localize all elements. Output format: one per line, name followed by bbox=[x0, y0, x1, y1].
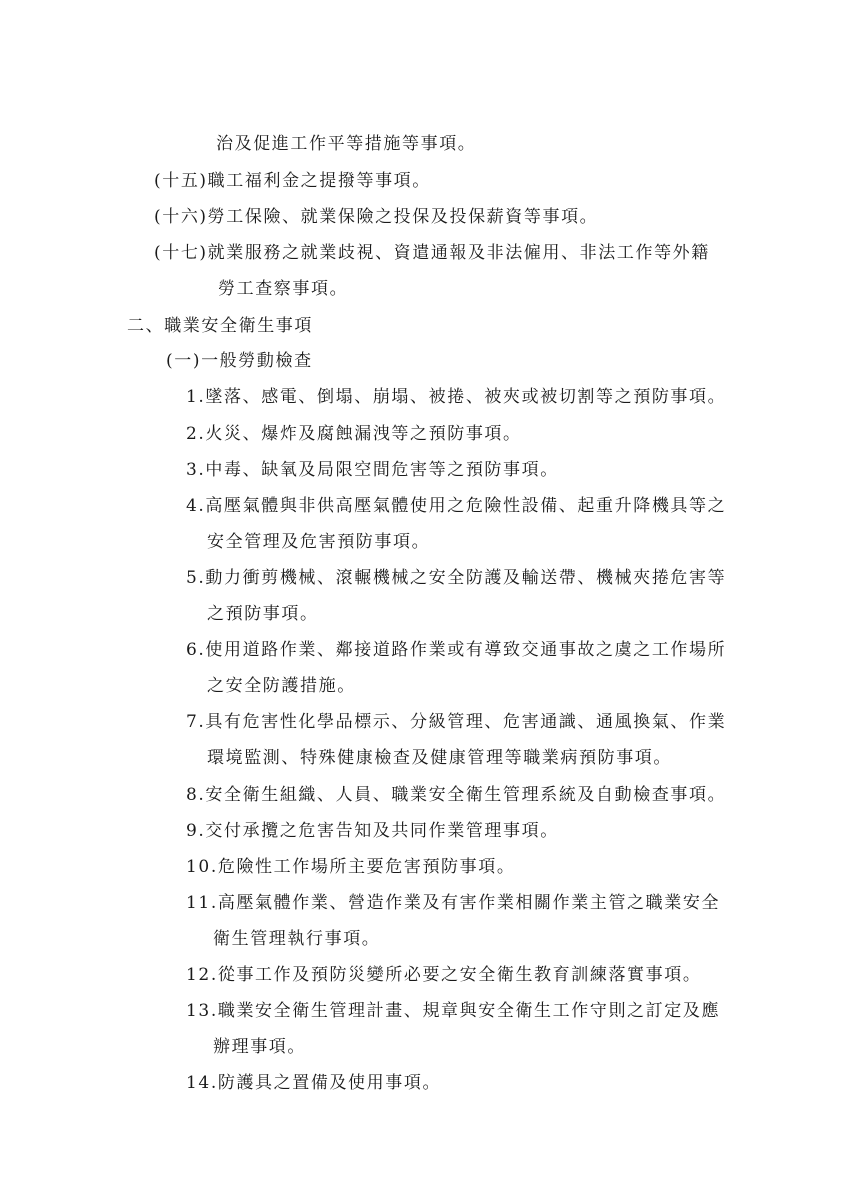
item-number: (十六) bbox=[154, 207, 208, 227]
list-item bbox=[186, 386, 726, 408]
heading-text: 二、職業安全衛生事項 bbox=[127, 316, 313, 336]
text-line bbox=[213, 1036, 306, 1058]
item-text: 動力衝剪機械、滾輾機械之安全防護及輸送帶、機械夾捲危害等 bbox=[205, 568, 727, 588]
text-line bbox=[218, 278, 348, 300]
list-item bbox=[186, 567, 726, 589]
line-text: 之安全防護措施。 bbox=[207, 676, 356, 696]
list-item bbox=[186, 711, 726, 733]
item-number: (十七) bbox=[154, 243, 208, 263]
list-item bbox=[154, 170, 431, 192]
list-item bbox=[186, 784, 726, 806]
text-line bbox=[213, 928, 380, 950]
item-number: 6. bbox=[186, 640, 206, 660]
item-text: 就業服務之就業歧視、資遣通報及非法僱用、非法工作等外籍 bbox=[207, 243, 710, 263]
list-item bbox=[186, 459, 559, 481]
item-number: 4. bbox=[186, 496, 206, 516]
item-text: 防護具之置備及使用事項。 bbox=[217, 1073, 442, 1093]
section-heading bbox=[127, 315, 313, 337]
list-item bbox=[186, 892, 720, 914]
list-item bbox=[186, 1072, 441, 1094]
item-number: 8. bbox=[186, 785, 206, 805]
item-number: 5. bbox=[186, 568, 206, 588]
item-text: 高壓氣體作業、營造作業及有害作業相關作業主管之職業安全 bbox=[217, 893, 721, 913]
item-text: 職業安全衛生管理計畫、規章與安全衛生工作守則之訂定及應 bbox=[217, 1001, 721, 1021]
item-text: 具有危害性化學品標示、分級管理、危害通識、通風換氣、作業 bbox=[205, 712, 727, 732]
list-item bbox=[186, 639, 726, 661]
item-number: 2. bbox=[186, 424, 206, 444]
line-text: 之預防事項。 bbox=[207, 604, 319, 624]
item-number: 7. bbox=[186, 712, 206, 732]
text-line bbox=[207, 603, 319, 625]
item-number: 1. bbox=[186, 387, 206, 407]
list-item bbox=[154, 206, 598, 228]
item-text: 勞工保險、就業保險之投保及投保薪資等事項。 bbox=[207, 207, 599, 227]
text-line bbox=[207, 675, 356, 697]
line-text: 勞工查察事項。 bbox=[218, 279, 349, 299]
item-number: 14. bbox=[186, 1073, 218, 1093]
item-text: 火災、爆炸及腐蝕漏洩等之預防事項。 bbox=[205, 424, 522, 444]
item-number: 9. bbox=[186, 821, 206, 841]
item-text: 從事工作及預防災變所必要之安全衛生教育訓練落實事項。 bbox=[217, 965, 702, 985]
item-number: 10. bbox=[186, 857, 218, 877]
item-number: 12. bbox=[186, 965, 218, 985]
item-number: (十五) bbox=[154, 171, 208, 191]
list-item bbox=[186, 1000, 720, 1022]
line-text: 環境監測、特殊健康檢查及健康管理等職業病預防事項。 bbox=[207, 748, 672, 768]
line-text: 安全管理及危害預防事項。 bbox=[207, 532, 431, 552]
item-text: 安全衛生組織、人員、職業安全衛生管理系統及自動檢查事項。 bbox=[205, 785, 727, 805]
list-item bbox=[186, 495, 726, 517]
line-text: 治及促進工作平等措施等事項。 bbox=[216, 134, 477, 154]
item-text: 高壓氣體與非供高壓氣體使用之危險性設備、起重升降機具等之 bbox=[205, 496, 727, 516]
line-text: 衛生管理執行事項。 bbox=[213, 929, 381, 949]
item-text: 交付承攬之危害告知及共同作業管理事項。 bbox=[205, 821, 559, 841]
list-item bbox=[186, 820, 559, 842]
text-line bbox=[207, 747, 672, 769]
item-text: 使用道路作業、鄰接道路作業或有導致交通事故之虞之工作場所 bbox=[205, 640, 727, 660]
heading-text: 一般勞動檢查 bbox=[201, 351, 313, 371]
list-item bbox=[154, 242, 710, 264]
list-item bbox=[186, 423, 522, 445]
item-text: 職工福利金之提撥等事項。 bbox=[207, 171, 431, 191]
list-item bbox=[186, 964, 701, 986]
text-line bbox=[207, 531, 430, 553]
item-text: 墜落、感電、倒塌、崩塌、被捲、被夾或被切割等之預防事項。 bbox=[205, 387, 727, 407]
subsection-heading bbox=[166, 350, 313, 372]
item-number: 13. bbox=[186, 1001, 218, 1021]
text-line bbox=[216, 133, 476, 155]
item-number: 3. bbox=[186, 460, 206, 480]
line-text: 辦理事項。 bbox=[213, 1037, 306, 1057]
list-item bbox=[186, 856, 515, 878]
item-text: 中毒、缺氧及局限空間危害等之預防事項。 bbox=[205, 460, 559, 480]
item-text: 危險性工作場所主要危害預防事項。 bbox=[217, 857, 516, 877]
item-number: 11. bbox=[186, 893, 218, 913]
item-number: (一) bbox=[166, 351, 202, 371]
